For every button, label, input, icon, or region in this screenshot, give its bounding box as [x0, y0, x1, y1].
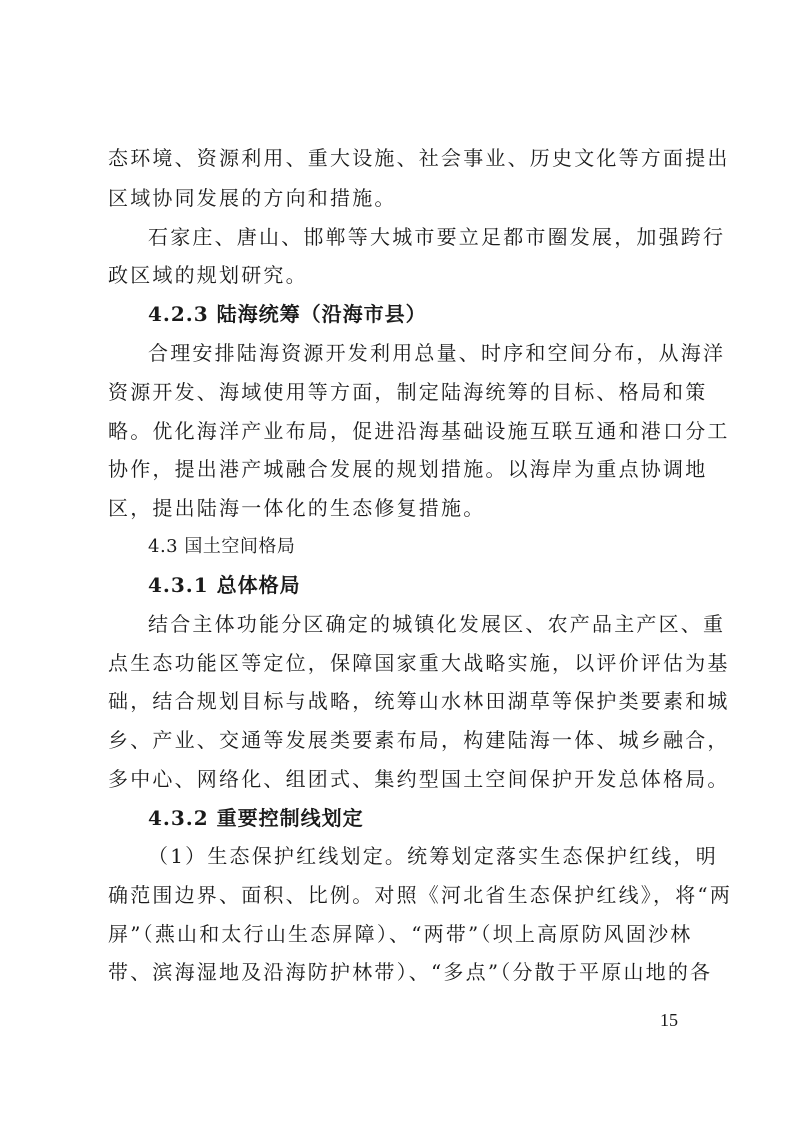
paragraph-line: 资源开发、海域使用等方面，制定陆海统筹的目标、格局和策	[108, 380, 708, 404]
paragraph-line: 区，提出陆海一体化的生态修复措施。	[108, 496, 486, 520]
paragraph-line: 政区域的规划研究。	[108, 263, 308, 287]
paragraph-line: 合理安排陆海资源开发利用总量、时序和空间分布，从海洋	[148, 341, 726, 365]
paragraph-line: 略。优化海洋产业布局，促进沿海基础设施互联互通和港口分工	[108, 419, 730, 443]
page-number: 15	[660, 1010, 678, 1030]
heading-4-2-3: 4.2.3 陆海统筹（沿海市县）	[148, 302, 427, 326]
paragraph-line: 屏”（燕山和太行山生态屏障）、“两带”（坝上高原防风固沙林	[108, 922, 693, 946]
paragraph-line: 点生态功能区等定位，保障国家重大战略实施，以评价评估为基	[108, 651, 730, 675]
paragraph-line: 带、滨海湿地及沿海防护林带）、“多点”（分散于平原山地的各	[108, 960, 713, 984]
paragraph-line: 区域协同发展的方向和措施。	[108, 186, 397, 210]
paragraph-line: 结合主体功能分区确定的城镇化发展区、农产品主产区、重	[148, 612, 726, 636]
paragraph-line: 乡、产业、交通等发展类要素布局，构建陆海一体、城乡融合，	[108, 728, 730, 752]
paragraph-line: 确范围边界、面积、比例。对照《河北省生态保护红线》，将“两	[108, 883, 733, 907]
paragraph-line: （1）生态保护红线划定。统筹划定落实生态保护红线，明	[148, 844, 718, 868]
heading-4-3-2: 4.3.2 重要控制线划定	[148, 806, 364, 830]
paragraph-line: 石家庄、唐山、邯郸等大城市要立足都市圈发展，加强跨行	[148, 225, 726, 249]
paragraph-line: 态环境、资源利用、重大设施、社会事业、历史文化等方面提出	[108, 146, 730, 170]
heading-4-3-1: 4.3.1 总体格局	[148, 573, 301, 597]
heading-4-3: 4.3 国土空间格局	[148, 536, 296, 557]
paragraph-line: 础，结合规划目标与战略，统筹山水林田湖草等保护类要素和城	[108, 689, 730, 713]
paragraph-line: 多中心、网络化、组团式、集约型国土空间保护开发总体格局。	[108, 767, 730, 791]
paragraph-line: 协作，提出港产城融合发展的规划措施。以海岸为重点协调地	[108, 457, 708, 481]
